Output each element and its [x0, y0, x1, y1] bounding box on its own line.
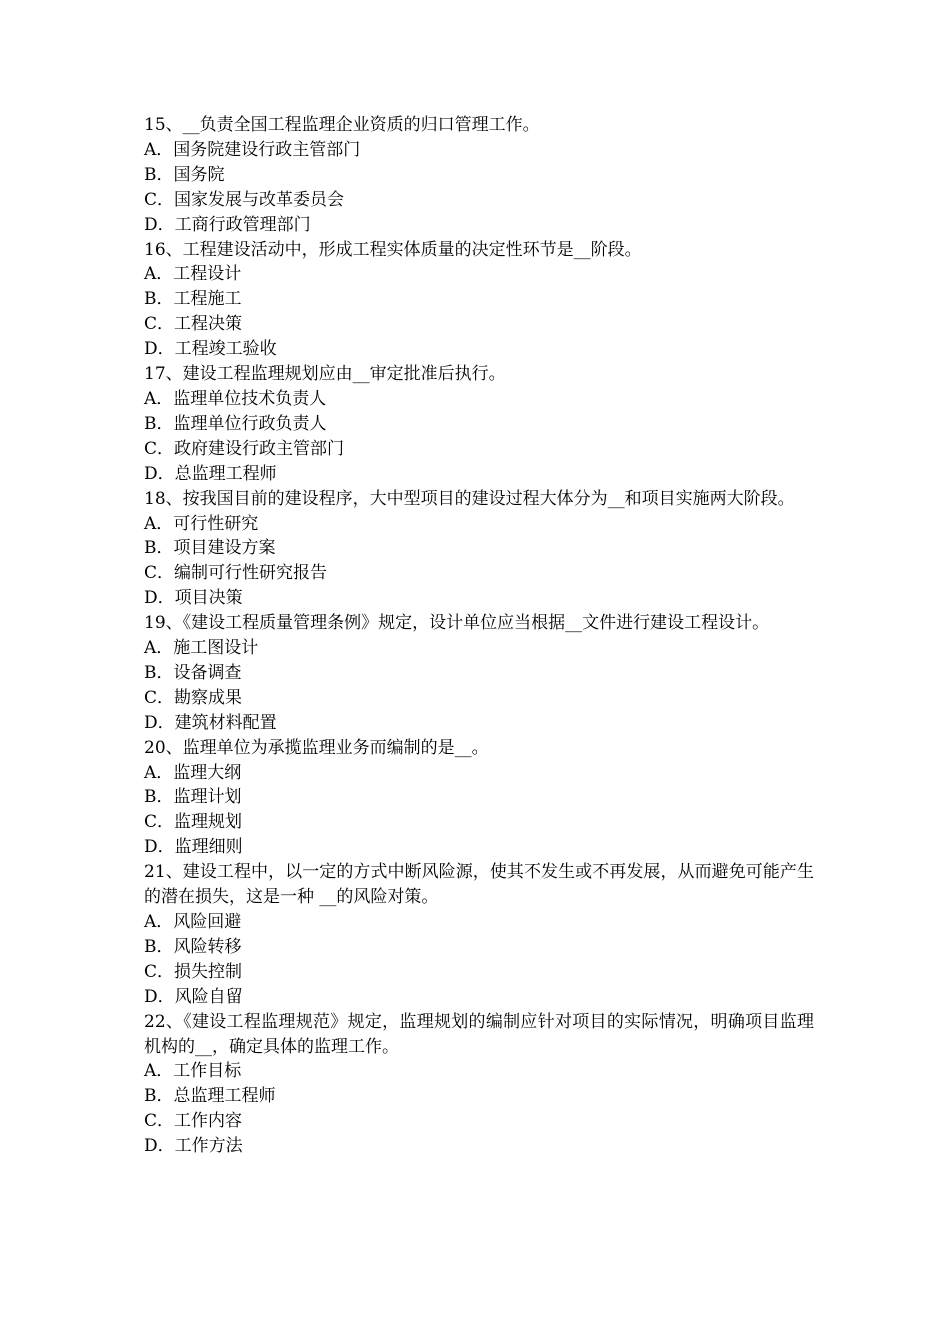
option-a: A．工作目标 [144, 1061, 242, 1082]
option-d: D．项目决策 [144, 588, 243, 609]
option-c: C．编制可行性研究报告 [144, 563, 328, 584]
option-c: C．工程决策 [144, 314, 243, 335]
option-c: C．监理规划 [144, 812, 243, 833]
option-b: B．项目建设方案 [144, 538, 276, 559]
question-stem: 21、建设工程中，以一定的方式中断风险源，使其不发生或不再发展，从而避免可能产生的潜在损失，这是一种 __的风险对策。 [144, 862, 814, 908]
option-c: C．损失控制 [144, 961, 243, 982]
question-16 [144, 238, 814, 363]
question-20 [144, 736, 814, 861]
option-c: C．政府建设行政主管部门 [144, 438, 345, 459]
option-b: B．国务院 [144, 164, 225, 185]
question-17 [144, 362, 814, 487]
question-stem: 18、按我国目前的建设程序，大中型项目的建设过程大体分为__和项目实施两大阶段。 [144, 488, 795, 509]
question-stem: 16、工程建设活动中，形成工程实体质量的决定性环节是__阶段。 [144, 239, 642, 260]
option-a: A．工程设计 [144, 264, 242, 285]
question-stem: 19、《建设工程质量管理条例》规定，设计单位应当根据__文件进行建设工程设计。 [144, 613, 770, 634]
option-d: D．工商行政管理部门 [144, 214, 311, 235]
option-b: B．工程施工 [144, 289, 242, 310]
option-b: B．总监理工程师 [144, 1086, 276, 1107]
option-b: B．监理单位行政负责人 [144, 413, 327, 434]
option-a: A．施工图设计 [144, 638, 259, 659]
document-page [144, 113, 814, 1159]
question-19 [144, 611, 814, 736]
option-a: A．监理单位技术负责人 [144, 388, 327, 409]
option-c: C．国家发展与改革委员会 [144, 189, 345, 210]
question-stem: 20、监理单位为承揽监理业务而编制的是__。 [144, 737, 489, 758]
option-a: A．风险回避 [144, 912, 242, 932]
question-15 [144, 113, 814, 238]
option-c: C．工作内容 [144, 1111, 243, 1132]
option-a: A．监理大纲 [144, 762, 242, 783]
option-b: B．设备调查 [144, 662, 242, 683]
question-18 [144, 487, 814, 612]
option-b: B．监理计划 [144, 787, 242, 808]
option-d: D．建筑材料配置 [144, 712, 277, 733]
question-stem: 22、《建设工程监理规范》规定，监理规划的编制应针对项目的实际情况，明确项目监理机构的__，确定具体的监理工作。 [144, 1011, 814, 1057]
option-d: D．总监理工程师 [144, 463, 277, 484]
option-a: A．可行性研究 [144, 513, 259, 534]
question-stem: 17、建设工程监理规划应由__审定批准后执行。 [144, 364, 506, 385]
option-d: D．工程竣工验收 [144, 339, 277, 360]
option-d: D．工作方法 [144, 1136, 243, 1157]
question-21 [144, 860, 814, 1009]
question-stem: 15、__负责全国工程监理企业资质的归口管理工作。 [144, 115, 540, 135]
option-c: C．勘察成果 [144, 687, 243, 708]
option-a: A．国务院建设行政主管部门 [144, 139, 361, 160]
question-22 [144, 1010, 814, 1159]
option-d: D．风险自留 [144, 986, 243, 1007]
option-b: B．风险转移 [144, 936, 242, 957]
option-d: D．监理细则 [144, 837, 243, 858]
